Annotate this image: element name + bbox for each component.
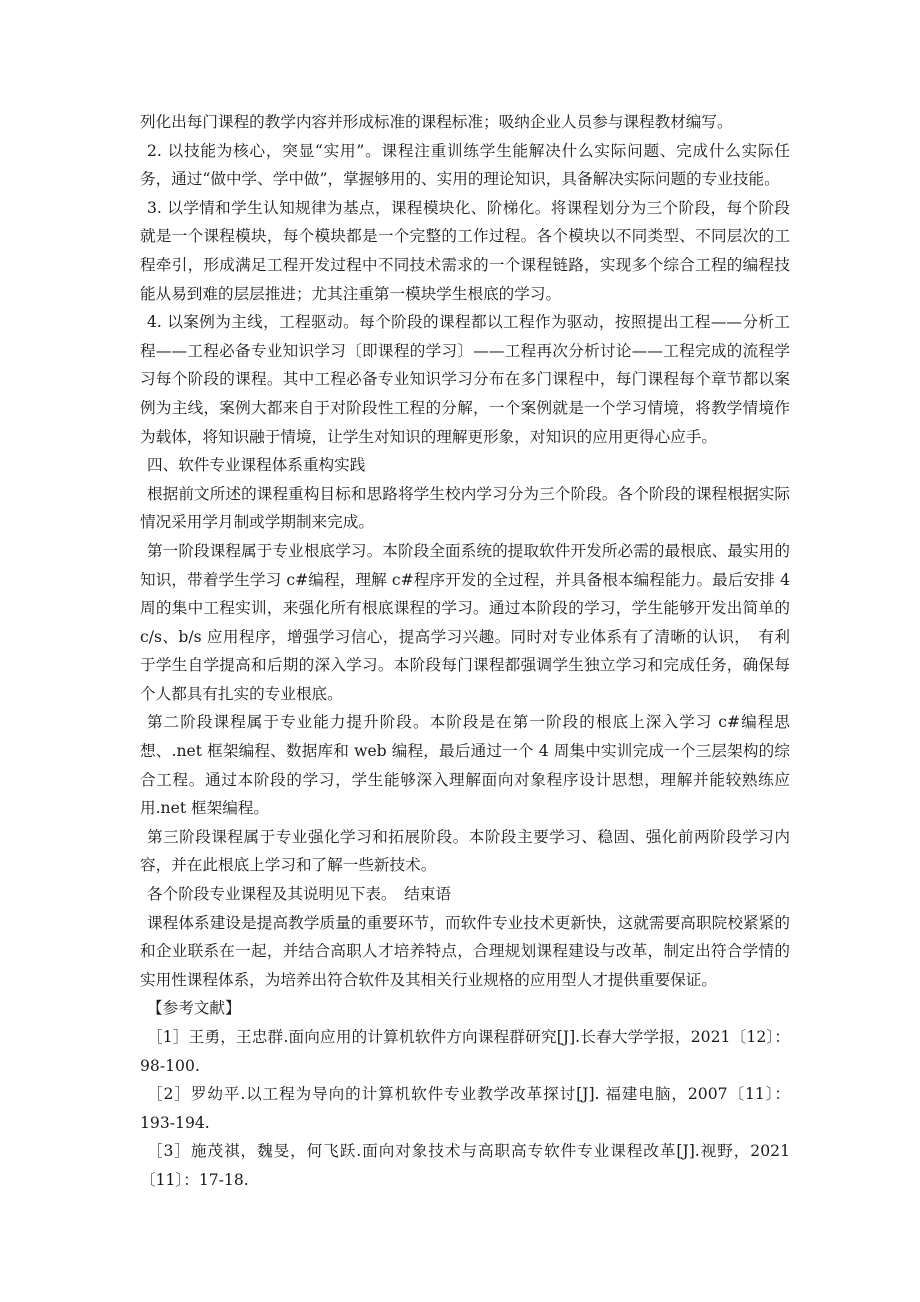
paragraph-point-4: 4. 以案例为主线，工程驱动。每个阶段的课程都以工程作为驱动，按照提出工程——分析工程——工程必备专业知识学习〔即课程的学习〕——工程再次分析讨论——工程完成的流程学习每个阶段的课程。其中工程必备专业知识学习分布在多门课程中，每门课程每个章节都以案例为主线，案例大都来自于对阶段性工程的分解，一个案例就是一个学习情境，将教学情境作为载体，将知识融于情境，让学生对知识的理解更形象，对知识的应用更得心应手。 [140, 313, 790, 446]
paragraph-point-3: 3. 以学情和学生认知规律为基点，课程模块化、阶梯化。将课程划分为三个阶段，每个阶段就是一个课程模块，每个模块都是一个完整的工作过程。各个模块以不同类型、不同层次的工程牵引，形成满足工程开发过程中不同技术需求的一个课程链路，实现多个综合工程的编程技能从易到难的层层推进；尤其注重第一模块学生根底的学习。 [140, 198, 790, 303]
paragraph-point-2: 2. 以技能为核心，突显“实用”。课程注重训练学生能解决什么实际问题、完成什么实际任务，通过“做中学、学中做”，掌握够用的、实用的理论知识，具备解决实际问题的专业技能。 [140, 141, 790, 189]
paragraph-conclusion: 课程体系建设是提高教学质量的重要环节，而软件专业技术更新快，这就需要高职院校紧紧的和企业联系在一起，并结合高职人才培养特点，合理规划课程建设与改革，制定出符合学情的实用性课程体系，为培养出符合软件及其相关行业规格的应用型人才提供重要保证。 [140, 913, 790, 989]
paragraph-table-note-conclusion: 各个阶段专业课程及其说明见下表。 结束语 [147, 885, 452, 904]
reference-item-3: ［3］施茂祺，魏旻，何飞跃.面向对象技术与高职高专软件专业课程改革[J].视野，2021〔11〕：17-18. [140, 1142, 790, 1189]
document-body [140, 108, 790, 1195]
paragraph-intro: 根据前文所述的课程重构目标和思路将学生校内学习分为三个阶段。各个阶段的课程根据实际情况采用学月制或学期制来完成。 [140, 484, 790, 532]
reference-item-2: ［2］罗幼平.以工程为导向的计算机软件专业教学改革探讨[J]. 福建电脑，2007〔11〕：193-194. [140, 1085, 790, 1132]
paragraph-continuation: 列化出每门课程的教学内容并形成标准的课程标准；吸纳企业人员参与课程教材编写。 [140, 113, 733, 131]
paragraph-stage-2: 第二阶段课程属于专业能力提升阶段。本阶段是在第一阶段的根底上深入学习 c#编程思想、.net 框架编程、数据库和 web 编程，最后通过一个 4 周集中实训完成一个三层架构的综合工程。通过本阶段的学习，学生能够深入理解面向对象程序设计思想，理解并能较熟练应用.net 框架编程。 [140, 713, 790, 818]
paragraph-stage-3: 第三阶段课程属于专业强化学习和拓展阶段。本阶段主要学习、稳固、强化前两阶段学习内容，并在此根底上学习和了解一些新技术。 [140, 827, 790, 875]
section-heading-practice: 四、软件专业课程体系重构实践 [147, 456, 366, 475]
reference-item-1: ［1］王勇，王忠群.面向应用的计算机软件方向课程群研究[J].长春大学学报，2021〔12〕：98-100. [140, 1028, 790, 1075]
paragraph-stage-1: 第一阶段课程属于专业根底学习。本阶段全面系统的提取软件开发所必需的最根底、最实用的知识，带着学生学习 c#编程，理解 c#程序开发的全过程，并具备根本编程能力。最后安排 4 周的集中工程实训，来强化所有根底课程的学习。通过本阶段的学习，学生能够开发出简单的 c/s、b/s 应用程序，增强学习信心，提高学习兴趣。同时对专业体系有了清晰的认识， 有利于学生自学提高和后期的深入学习。本阶段每门课程都强调学生独立学习和完成任务，确保每个人都具有扎实的专业根底。 [140, 541, 790, 703]
references-heading: 【参考文献】 [147, 999, 241, 1018]
